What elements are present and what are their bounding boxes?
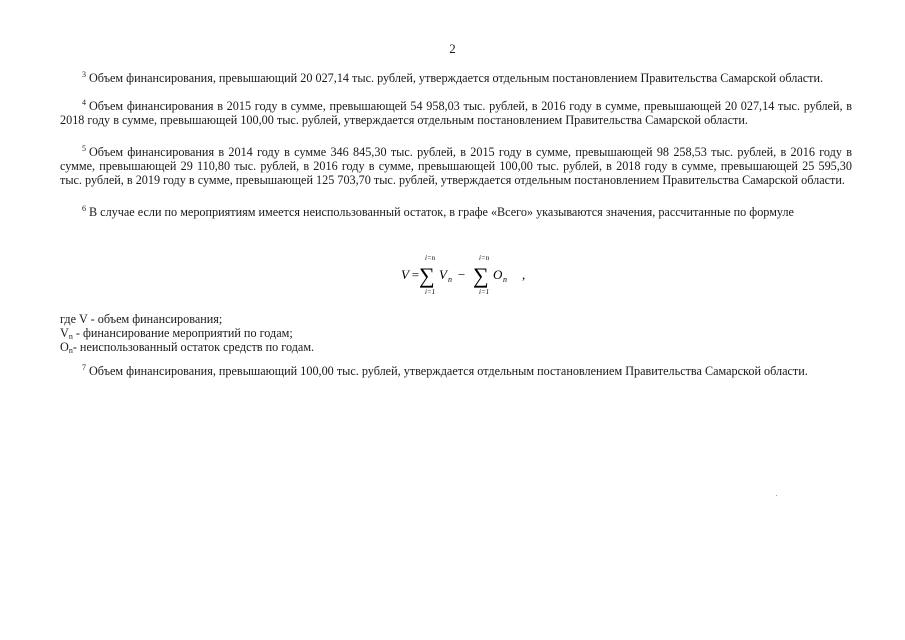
- formula-term2-sub: n: [503, 275, 507, 284]
- legend-on-text: - неиспользованный остаток средств по годам.: [72, 340, 315, 354]
- sum1-lower-limit: i=1: [425, 288, 436, 296]
- formula-equals: =: [411, 267, 420, 282]
- footnote-mark: 5: [82, 144, 86, 153]
- legend-vn-symbol: V: [60, 326, 69, 340]
- formula-minus: −: [457, 267, 466, 282]
- footnote-text: Объем финансирования в 2014 году в сумме 346 845,30 тыс. рублей, в 2015 году в сумме, превышающей 98 258,53 тыс. рублей, в 2016 году в сумме, превышающей 29 110,80 тыс. рублей, в 2016 году в сумме, превышающей 100,00 тыс. рублей, в 2018 году в сумме, превышающей 25 595,30 тыс. рублей, в 2019 году в сумме, превышающей 125 703,70 тыс. рублей, утверждается отдельным постановлением Правительства Самарской области.: [60, 145, 852, 188]
- footnote-mark: 6: [82, 204, 86, 213]
- legend-vn-text: - финансирование мероприятий по годам;: [72, 326, 293, 340]
- legend-vn-subscript: n: [68, 332, 73, 341]
- formula-term1-sub: n: [448, 275, 452, 284]
- footnote-mark: 7: [82, 363, 86, 372]
- footnote-text: В случае если по мероприятиям имеется неиспользованный остаток, в графе «Всего» указываются значения, рассчитанные по формуле: [89, 205, 794, 219]
- footnote-text: Объем финансирования, превышающий 20 027,14 тыс. рублей, утверждается отдельным постановлением Правительства Самарской области.: [89, 71, 824, 85]
- summation-formula: [395, 250, 555, 300]
- formula-lhs: V: [401, 267, 409, 282]
- footnote-6: [60, 205, 852, 219]
- footnote-5: [60, 145, 852, 188]
- formula-graphic: [395, 250, 555, 300]
- formula-term1: V: [439, 267, 447, 282]
- sum1-upper-limit: i=n: [425, 254, 436, 262]
- legend-on-subscript: n: [68, 346, 73, 355]
- footnote-4: [60, 99, 852, 127]
- formula-term2: O: [493, 267, 503, 282]
- legend-on-line: [60, 340, 314, 354]
- sum2-lower-limit: i=1: [479, 288, 490, 296]
- legend-v-line: где V - объем финансирования;: [60, 312, 223, 326]
- sum1-sigma-icon: ∑: [419, 263, 435, 288]
- footnote-7: [60, 364, 852, 378]
- page-number: 2: [449, 41, 456, 56]
- footnote-3: [60, 71, 852, 85]
- scan-speck: [776, 495, 777, 496]
- sum2-upper-limit: i=n: [479, 254, 490, 262]
- footnote-text: Объем финансирования в 2015 году в сумме, превышающей 54 958,03 тыс. рублей, в 2016 году в сумме, превышающей 20 027,14 тыс. рублей, в 2018 году в сумме, превышающей 100,00 тыс. рублей, утверждается отдельным постановлением Правительства Самарской области.: [60, 99, 852, 128]
- legend-vn-line: [60, 326, 293, 340]
- footnote-mark: 3: [82, 70, 86, 79]
- legend-on-symbol: O: [60, 340, 69, 354]
- sum2-sigma-icon: ∑: [473, 263, 489, 288]
- footnote-text: Объем финансирования, превышающий 100,00 тыс. рублей, утверждается отдельным постановлением Правительства Самарской области.: [89, 364, 808, 378]
- formula-trailing-comma: ,: [522, 267, 526, 282]
- footnote-mark: 4: [82, 98, 86, 107]
